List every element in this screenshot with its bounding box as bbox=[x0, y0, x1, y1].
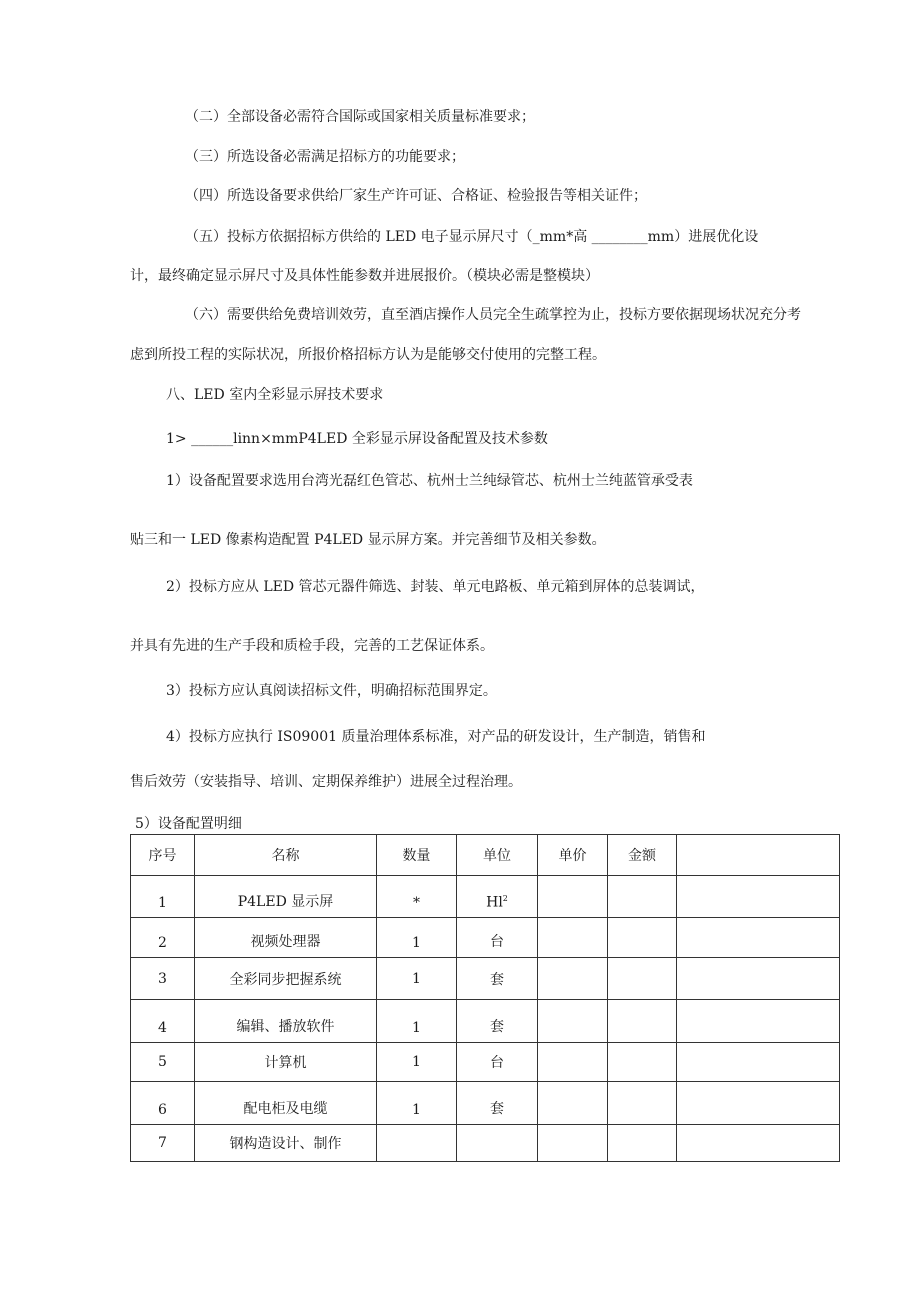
cell-extra bbox=[677, 876, 840, 918]
cell-extra bbox=[677, 1125, 840, 1162]
cell-extra bbox=[677, 958, 840, 1000]
cell-extra bbox=[677, 1043, 840, 1082]
cell-qty: 1 bbox=[377, 1082, 457, 1125]
cell-price bbox=[538, 1082, 608, 1125]
cell-name: 全彩同步把握系统 bbox=[195, 958, 377, 1000]
paragraph-item-5-line-2: 计，最终确定显示屏尺寸及具体性能参数并进展报价。（模块必需是整模块） bbox=[130, 268, 599, 284]
requirement-1-line-2: 贴三和一 LED 像素构造配置 P4LED 显示屏方案。并完善细节及相关参数。 bbox=[130, 532, 606, 548]
requirement-3: 3）投标方应认真阅读招标文件，明确招标范围界定。 bbox=[166, 683, 497, 699]
requirement-1-line-1: 1）设备配置要求选用台湾光磊红色管芯、杭州士兰纯绿管芯、杭州士兰纯蓝管承受表 bbox=[166, 473, 693, 489]
header-cell-extra bbox=[677, 835, 840, 876]
cell-amount bbox=[608, 1082, 677, 1125]
requirement-4-line-1: 4）投标方应执行 IS09001 质量治理体系标准，对产品的研发设计，生产制造，销售和 bbox=[166, 729, 706, 745]
cell-unit: 台 bbox=[457, 918, 538, 958]
cell-no: 7 bbox=[131, 1125, 195, 1162]
cell-unit: 台 bbox=[457, 1043, 538, 1082]
equipment-config-table bbox=[130, 834, 840, 1162]
cell-price bbox=[538, 1043, 608, 1082]
cell-no: 6 bbox=[131, 1082, 195, 1125]
cell-no: 3 bbox=[131, 958, 195, 1000]
cell-qty: 1 bbox=[377, 1043, 457, 1082]
cell-amount bbox=[608, 918, 677, 958]
header-cell-unit: 单位 bbox=[457, 835, 538, 876]
cell-unit: 套 bbox=[457, 1082, 538, 1125]
cell-no: 2 bbox=[131, 918, 195, 958]
paragraph-item-2: （二）全部设备必需符合国际或国家相关质量标准要求； bbox=[185, 109, 535, 125]
requirement-2-line-2: 并具有先进的生产手段和质检手段，完善的工艺保证体系。 bbox=[130, 638, 494, 654]
cell-unit: 套 bbox=[457, 1000, 538, 1043]
cell-amount bbox=[608, 1000, 677, 1043]
header-cell-price: 单价 bbox=[538, 835, 608, 876]
cell-price bbox=[538, 958, 608, 1000]
cell-amount bbox=[608, 876, 677, 918]
cell-name: 视频处理器 bbox=[195, 918, 377, 958]
cell-qty: 1 bbox=[377, 958, 457, 1000]
table-row bbox=[131, 1082, 840, 1125]
cell-qty: 1 bbox=[377, 1000, 457, 1043]
requirement-5-title: 5）设备配置明细 bbox=[135, 816, 242, 832]
header-cell-amount: 金额 bbox=[608, 835, 677, 876]
cell-unit bbox=[457, 876, 538, 918]
table-row bbox=[131, 1043, 840, 1082]
cell-unit: 套 bbox=[457, 958, 538, 1000]
header-cell-qty: 数量 bbox=[377, 835, 457, 876]
cell-unit bbox=[457, 1125, 538, 1162]
requirement-4-line-2: 售后效劳（安装指导、培训、定期保养维护）进展全过程治理。 bbox=[130, 774, 522, 790]
cell-no: 4 bbox=[131, 1000, 195, 1043]
unit-text: Hl bbox=[486, 895, 503, 911]
cell-qty bbox=[377, 1125, 457, 1162]
cell-extra bbox=[677, 918, 840, 958]
cell-qty: 1 bbox=[377, 918, 457, 958]
header-cell-no: 序号 bbox=[131, 835, 195, 876]
table-row bbox=[131, 958, 840, 1000]
table-row bbox=[131, 876, 840, 918]
cell-name: 编辑、播放软件 bbox=[195, 1000, 377, 1043]
header-cell-name: 名称 bbox=[195, 835, 377, 876]
cell-extra bbox=[677, 1000, 840, 1043]
subsection-heading-1: 1> ______linn×mmP4LED 全彩显示屏设备配置及技术参数 bbox=[166, 431, 548, 447]
paragraph-item-3: （三）所选设备必需满足招标方的功能要求； bbox=[185, 149, 465, 165]
table-header-row bbox=[131, 835, 840, 876]
cell-amount bbox=[608, 1043, 677, 1082]
paragraph-item-4: （四）所选设备要求供给厂家生产许可证、合格证、检验报告等相关证件； bbox=[185, 188, 647, 204]
cell-price bbox=[538, 1125, 608, 1162]
paragraph-item-6-line-2: 虑到所投工程的实际状况，所报价格招标方认为是能够交付使用的完整工程。 bbox=[130, 347, 606, 363]
cell-name: 配电柜及电缆 bbox=[195, 1082, 377, 1125]
paragraph-item-6-line-1: （六）需要供给免费培训效劳，直至酒店操作人员完全生疏掌控为止，投标方要依据现场状况充分考 bbox=[185, 307, 801, 323]
cell-name: 钢构造设计、制作 bbox=[195, 1125, 377, 1162]
cell-price bbox=[538, 1000, 608, 1043]
requirement-2-line-1: 2）投标方应从 LED 管芯元器件筛选、封装、单元电路板、单元箱到屏体的总装调试， bbox=[166, 579, 705, 595]
section-heading-8: 八、LED 室内全彩显示屏技术要求 bbox=[166, 387, 384, 403]
cell-amount bbox=[608, 958, 677, 1000]
cell-qty: * bbox=[377, 876, 457, 918]
cell-no: 1 bbox=[131, 876, 195, 918]
cell-price bbox=[538, 876, 608, 918]
table-row bbox=[131, 1125, 840, 1162]
unit-superscript: 2 bbox=[502, 894, 508, 904]
cell-name: 计算机 bbox=[195, 1043, 377, 1082]
table-row bbox=[131, 1000, 840, 1043]
cell-amount bbox=[608, 1125, 677, 1162]
table-row bbox=[131, 918, 840, 958]
paragraph-item-5-line-1: （五）投标方依据招标方供给的 LED 电子显示屏尺寸（_mm*高 ________mm）进展优化设 bbox=[185, 229, 759, 245]
cell-price bbox=[538, 918, 608, 958]
cell-extra bbox=[677, 1082, 840, 1125]
cell-no: 5 bbox=[131, 1043, 195, 1082]
cell-name: P4LED 显示屏 bbox=[195, 876, 377, 918]
